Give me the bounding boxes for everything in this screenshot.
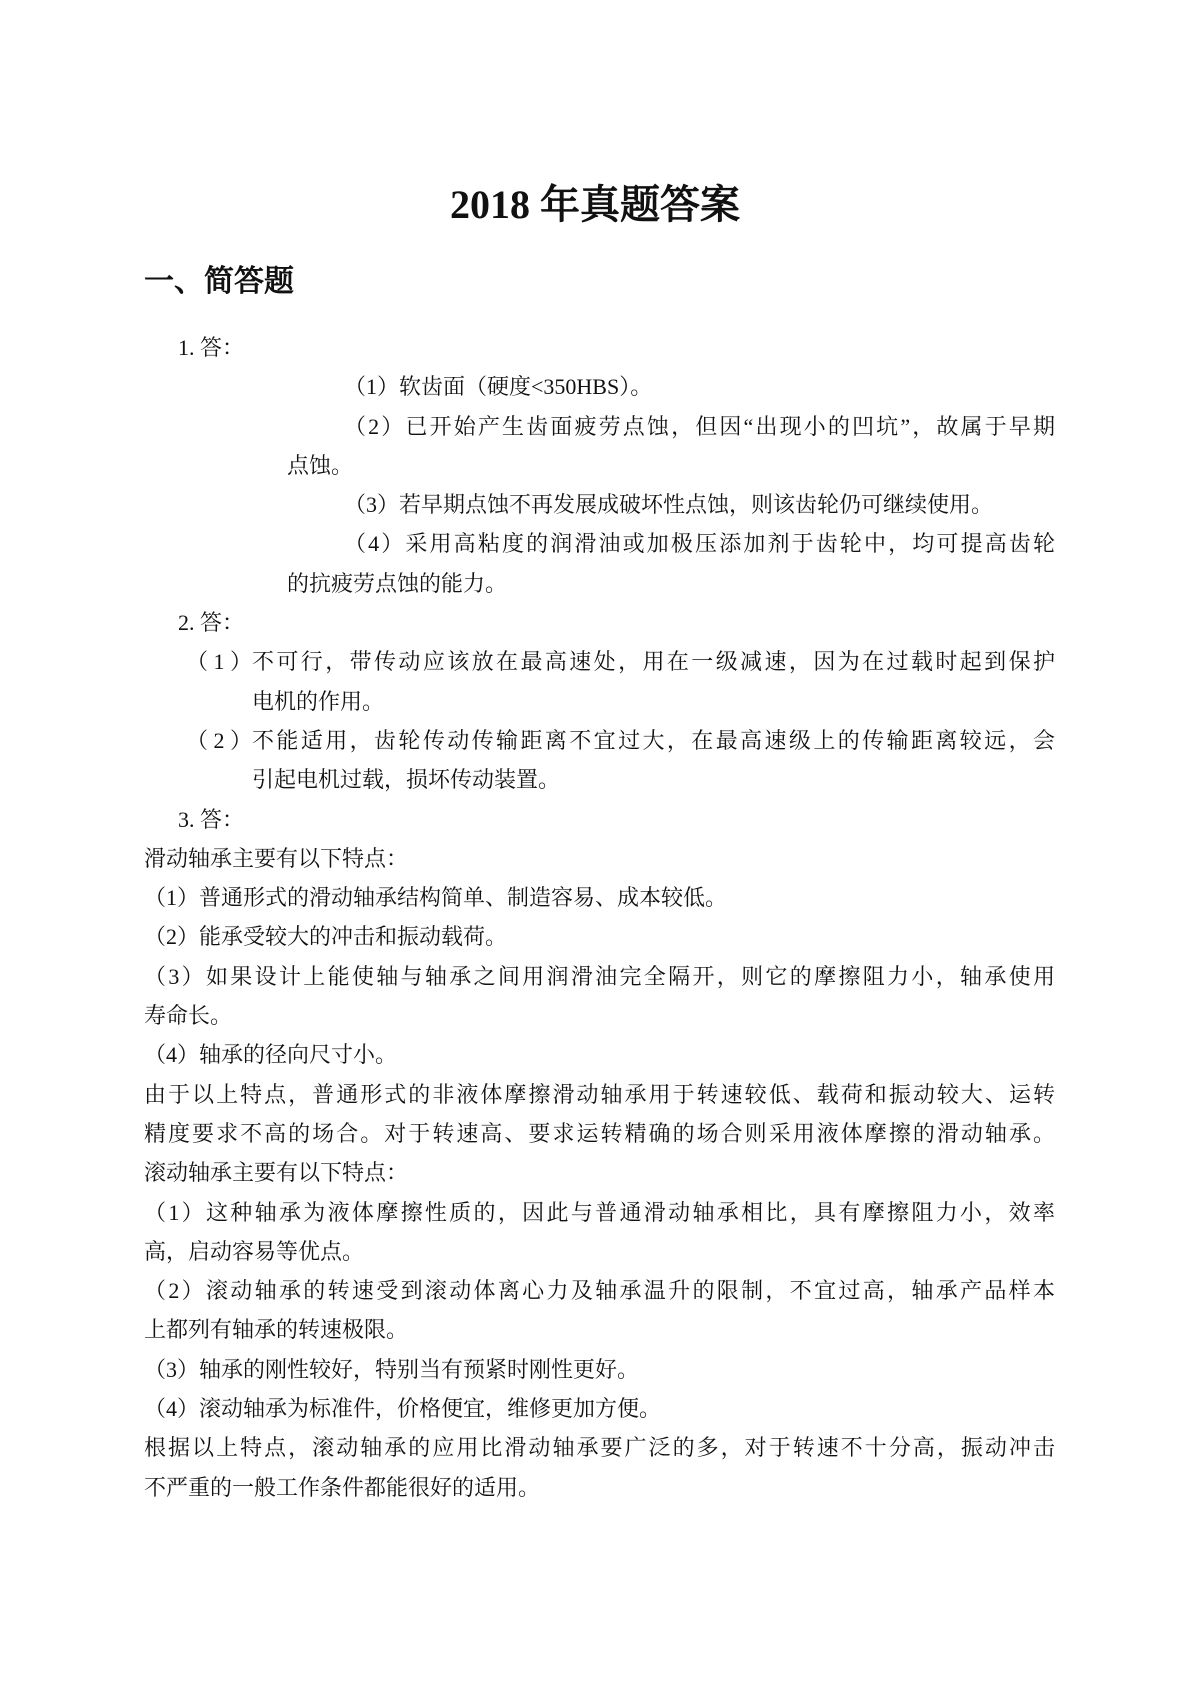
- q3-line: 高，启动容易等优点。: [144, 1238, 365, 1264]
- q2-item-2-text: 不能适用，齿轮传动传输距离不宜过大，在最高速级上的传输距离较远，会: [252, 727, 1055, 753]
- q2-item-1: [186, 642, 1055, 681]
- q3-line: （3）如果设计上能使轴与轴承之间用润滑油完全隔开，则它的摩擦阻力小，轴承使用: [144, 963, 1055, 989]
- q3-line: 根据以上特点，滚动轴承的应用比滑动轴承要广泛的多，对于转速不十分高，振动冲击: [144, 1435, 1055, 1461]
- question-3-label: 3. 答：: [178, 806, 245, 832]
- q3-line: 不严重的一般工作条件都能很好的适用。: [144, 1474, 541, 1500]
- q3-line: （1）这种轴承为液体摩擦性质的，因此与普通滑动轴承相比，具有摩擦阻力小，效率: [144, 1199, 1055, 1225]
- q3-line: 滑动轴承主要有以下特点：: [144, 845, 409, 871]
- q2-item-2-cont: 引起电机过载，损坏传动装置。: [252, 767, 561, 793]
- q3-line: （4）滚动轴承为标准件，价格便宜，维修更加方便。: [144, 1396, 662, 1422]
- q3-line: （3）轴承的刚性较好，特别当有预紧时刚性更好。: [144, 1356, 640, 1382]
- q1-point-3: （3）若早期点蚀不再发展成破坏性点蚀，则该齿轮仍可继续使用。: [344, 492, 994, 518]
- section-heading: 一、简答题: [144, 265, 294, 298]
- q3-line: （1）普通形式的滑动轴承结构简单、制造容易、成本较低。: [144, 885, 728, 911]
- q1-point-2: （2）已开始产生齿面疲劳点蚀，但因“出现小的凹坑”，故属于早期: [344, 413, 1055, 439]
- question-2-label: 2. 答：: [178, 610, 245, 636]
- q2-item-1-text: 不可行，带传动应该放在最高速处，用在一级减速，因为在过载时起到保护: [252, 649, 1055, 675]
- q1-point-4-cont: 的抗疲劳点蚀的能力。: [287, 570, 508, 596]
- q3-line: （2）能承受较大的冲击和振动载荷。: [144, 924, 508, 950]
- q3-line: （4）轴承的径向尺寸小。: [144, 1042, 398, 1068]
- q1-point-2-cont: 点蚀。: [287, 452, 354, 478]
- q3-line: （2）滚动轴承的转速受到滚动体离心力及轴承温升的限制，不宜过高，轴承产品样本: [144, 1278, 1055, 1304]
- q1-point-4: （4）采用高粘度的润滑油或加极压添加剂于齿轮中，均可提高齿轮: [344, 531, 1055, 557]
- q2-item-1-number: （1）: [186, 649, 252, 675]
- q2-item-1-cont: 电机的作用。: [252, 688, 385, 714]
- q3-line: 滚动轴承主要有以下特点：: [144, 1160, 409, 1186]
- q3-line: 精度要求不高的场合。对于转速高、要求运转精确的场合则采用液体摩擦的滑动轴承。: [144, 1120, 1055, 1146]
- q2-item-2-number: （2）: [186, 727, 252, 753]
- document-title: 2018 年真题答案: [450, 182, 740, 227]
- q3-line: 上都列有轴承的转速极限。: [144, 1317, 409, 1343]
- answer-body: [0, 328, 1190, 1507]
- q3-line: 由于以上特点，普通形式的非液体摩擦滑动轴承用于转速较低、载荷和振动较大、运转: [144, 1081, 1055, 1107]
- q2-item-2: [186, 721, 1055, 760]
- q1-point-1: （1）软齿面（硬度<350HBS）。: [344, 374, 653, 400]
- q3-line: 寿命长。: [144, 1003, 233, 1029]
- question-1-label: 1. 答：: [178, 335, 245, 360]
